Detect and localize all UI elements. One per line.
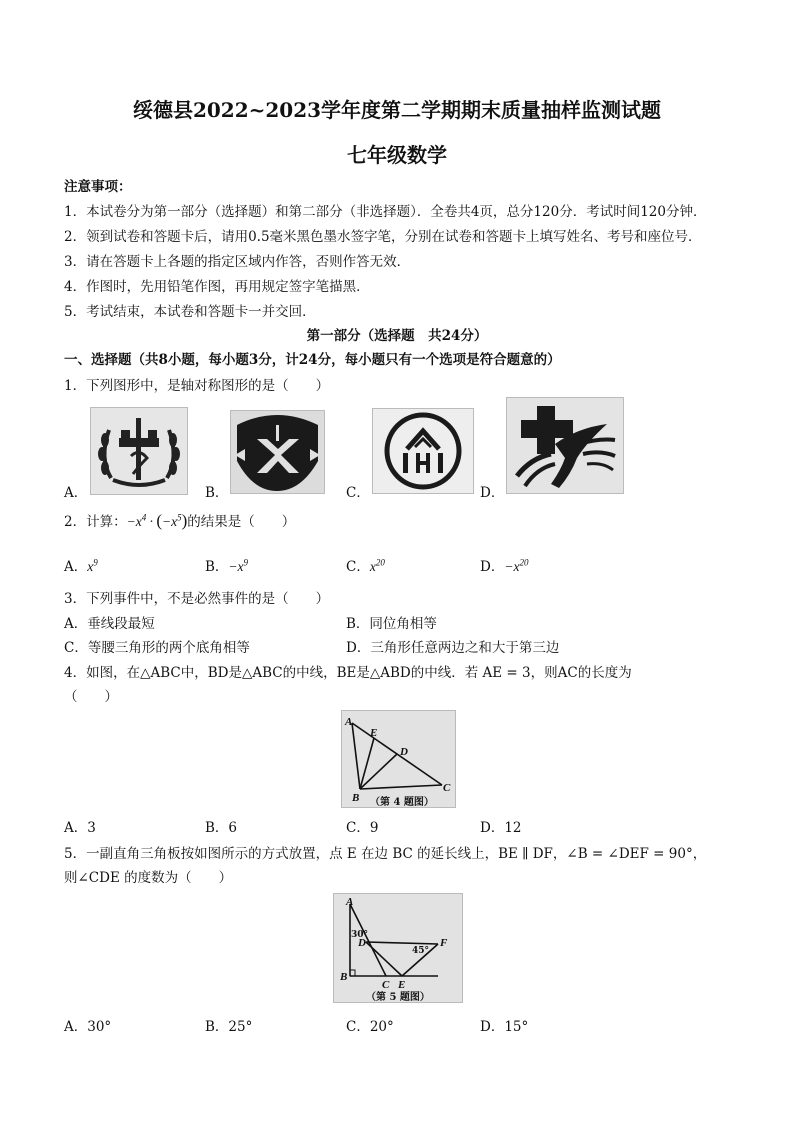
q1-option-a[interactable]: A． xyxy=(64,485,88,501)
notes-heading: 注意事项： xyxy=(64,179,132,195)
q2-stem xyxy=(64,510,295,531)
q5-stem: 5．一副直角三角板按如图所示的方式放置，点 E 在边 BC 的延长线上，BE ∥ DF，∠B = ∠DEF = 90°， xyxy=(64,846,707,862)
q3-option-d[interactable]: D．三角形任意两边之和大于第三边 xyxy=(346,640,560,656)
q3-option-b[interactable]: B．同位角相等 xyxy=(346,616,437,632)
q3-stem: 3．下列事件中，不是必然事件的是（ ） xyxy=(64,591,330,607)
svg-text:D: D xyxy=(358,937,366,949)
note-item: 1．本试卷分为第一部分（选择题）和第二部分（非选择题）．全卷共4页，总分120分．考试时间120分钟． xyxy=(64,204,707,220)
q3-option-a[interactable]: A．垂线段最短 xyxy=(64,616,155,632)
q2-stem-prefix: 2．计算： xyxy=(64,514,127,530)
q3-option-c[interactable]: C．等腰三角形的两个底角相等 xyxy=(64,640,250,656)
svg-text:F: F xyxy=(440,937,448,949)
q4-option-d[interactable]: D．12 xyxy=(480,820,522,836)
q5-option-b[interactable]: B．25° xyxy=(205,1019,253,1035)
q5-option-a[interactable]: A．30° xyxy=(64,1019,112,1035)
q4-option-b[interactable]: B．6 xyxy=(205,820,238,836)
q4-figure xyxy=(341,710,456,808)
q5-figure-caption: （第 5 题图） xyxy=(366,992,430,1003)
q2-expression: $-x^4 \cdot (-x^5)$ xyxy=(126,511,188,530)
q4-figure-caption: （第 4 题图） xyxy=(370,797,434,808)
exam-title: 绥德县2022~2023学年度第二学期期末质量抽样监测试题 xyxy=(132,98,662,122)
q4-stem-end: （ ） xyxy=(64,689,118,705)
svg-text:C: C xyxy=(382,979,390,991)
q5-stem-end: 则∠CDE 的度数为（ ） xyxy=(64,870,233,886)
q4-option-c[interactable]: C．9 xyxy=(346,820,379,836)
q5-angle-45-label: 45° xyxy=(412,946,430,956)
note-item: 2．领到试卷和答题卡后，请用0.5毫米黑色墨水签字笔，分别在试卷和答题卡上填写姓名、考号和座位号． xyxy=(64,229,702,245)
svg-text:E: E xyxy=(398,979,406,991)
q2-option-c[interactable]: C．$x^{20}$ xyxy=(346,557,385,575)
q1-figure-c xyxy=(372,408,474,494)
q2-option-a[interactable]: A．$x^9$ xyxy=(64,557,98,575)
part1-heading: 第一部分（选择题 共24分） xyxy=(306,328,488,344)
section-heading: 一、选择题（共8小题，每小题3分，计24分，每小题只有一个选项是符合题意的） xyxy=(64,352,561,368)
svg-text:A: A xyxy=(345,716,353,728)
q2-option-b[interactable]: B．$-x^9$ xyxy=(205,557,249,575)
q5-figure xyxy=(333,893,463,1003)
svg-text:E: E xyxy=(370,727,378,739)
exam-subtitle: 七年级数学 xyxy=(347,143,447,167)
note-item: 5．考试结束，本试卷和答题卡一并交回． xyxy=(64,304,316,320)
q1-figure-a xyxy=(90,407,188,495)
q4-stem: 4．如图，在△ABC中，BD是△ABC的中线，BE是△ABD的中线．若 AE = 3，则AC的长度为 xyxy=(64,665,632,681)
q4-option-a[interactable]: A．3 xyxy=(64,820,96,836)
q5-option-d[interactable]: D．15° xyxy=(480,1019,529,1035)
q1-figure-d xyxy=(506,397,624,494)
q2-stem-suffix: 的结果是（ ） xyxy=(187,514,296,530)
svg-text:C: C xyxy=(443,782,451,794)
q2-option-d[interactable]: D．$-x^{20}$ xyxy=(480,557,529,575)
svg-text:B: B xyxy=(340,971,348,983)
q1-option-b[interactable]: B． xyxy=(205,485,229,501)
svg-text:B: B xyxy=(352,792,360,804)
svg-text:A: A xyxy=(346,896,354,908)
svg-text:D: D xyxy=(400,746,408,758)
q5-option-c[interactable]: C．20° xyxy=(346,1019,394,1035)
note-item: 3．请在答题卡上各题的指定区域内作答，否则作答无效． xyxy=(64,254,411,270)
q1-stem: 1．下列图形中，是轴对称图形的是（ ） xyxy=(64,378,330,394)
q5-angle-30-label: 30° xyxy=(351,930,369,940)
note-item: 4．作图时，先用铅笔作图，再用规定签字笔描黑． xyxy=(64,279,370,295)
q1-option-d[interactable]: D． xyxy=(480,485,505,501)
q1-option-c[interactable]: C． xyxy=(346,485,370,501)
q1-figure-b xyxy=(230,410,325,494)
